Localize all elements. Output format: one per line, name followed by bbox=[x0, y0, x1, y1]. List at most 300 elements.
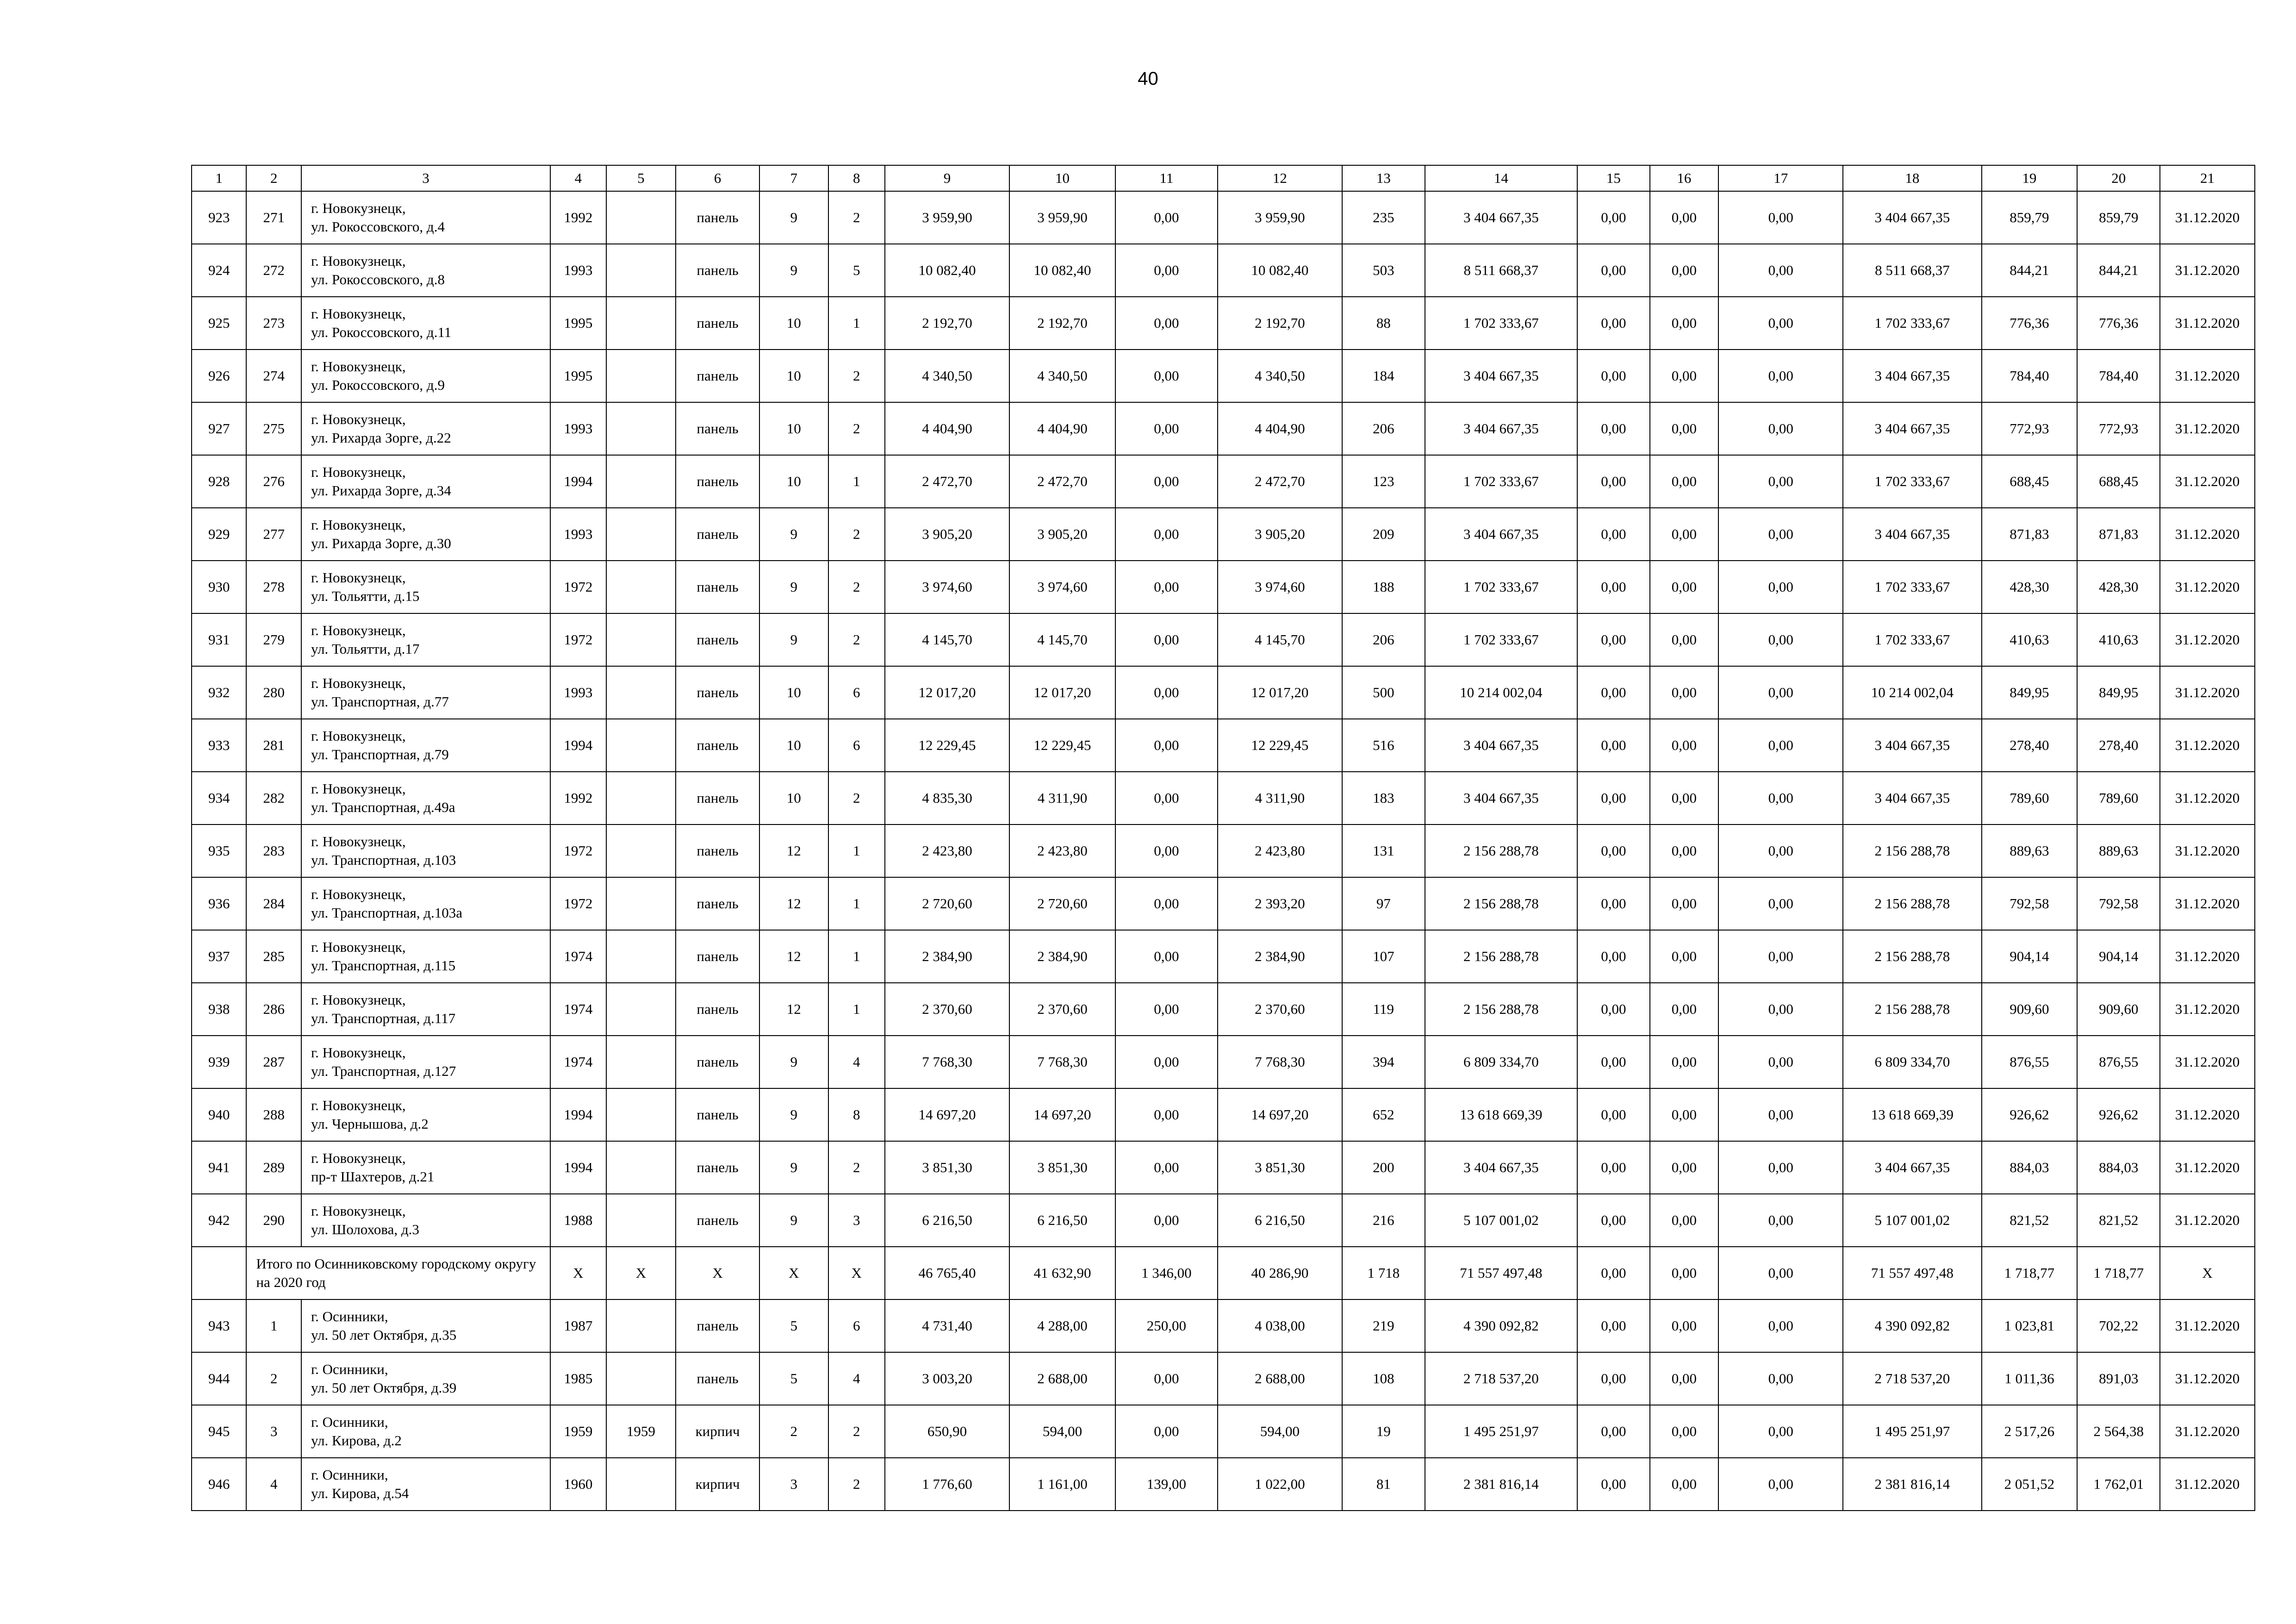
address-street: ул. Рокоссовского, д.4 bbox=[311, 219, 445, 235]
cell-c7: 12 bbox=[759, 930, 828, 983]
cell-c15: 0,00 bbox=[1577, 1036, 1650, 1088]
cell-c18: 2 156 288,78 bbox=[1843, 877, 1981, 930]
cell-c16: 0,00 bbox=[1650, 455, 1719, 508]
cell-c8: 1 bbox=[828, 877, 885, 930]
address-cell bbox=[301, 1299, 550, 1352]
cell-c9: 4 731,40 bbox=[885, 1299, 1009, 1352]
cell-c21: 31.12.2020 bbox=[2160, 666, 2255, 719]
address-cell bbox=[301, 930, 550, 983]
cell-c8: 1 bbox=[828, 930, 885, 983]
cell-c8: 1 bbox=[828, 824, 885, 877]
cell-c19: 410,63 bbox=[1982, 613, 2078, 666]
total-c19: 1 718,77 bbox=[1982, 1247, 2078, 1299]
cell-c16: 0,00 bbox=[1650, 350, 1719, 402]
cell-c9: 2 384,90 bbox=[885, 930, 1009, 983]
cell-c5 bbox=[606, 1458, 676, 1511]
cell-c19: 792,58 bbox=[1982, 877, 2078, 930]
cell-c15: 0,00 bbox=[1577, 1299, 1650, 1352]
address-street: ул. Транспортная, д.115 bbox=[311, 957, 456, 974]
cell-c7: 9 bbox=[759, 244, 828, 297]
cell-c18: 3 404 667,35 bbox=[1843, 719, 1981, 772]
cell-c13: 652 bbox=[1342, 1088, 1425, 1141]
cell-c6: панель bbox=[676, 983, 759, 1036]
cell-c9: 1 776,60 bbox=[885, 1458, 1009, 1511]
column-number-cell: 12 bbox=[1218, 165, 1342, 191]
cell-c17: 0,00 bbox=[1718, 719, 1843, 772]
column-number-cell: 2 bbox=[246, 165, 301, 191]
column-number-row bbox=[192, 165, 2255, 191]
address-city: г. Новокузнецк, bbox=[311, 622, 406, 638]
cell-c13: 97 bbox=[1342, 877, 1425, 930]
cell-c16: 0,00 bbox=[1650, 1194, 1719, 1247]
cell-c12: 2 384,90 bbox=[1218, 930, 1342, 983]
column-number-cell: 17 bbox=[1718, 165, 1843, 191]
cell-c21: 31.12.2020 bbox=[2160, 983, 2255, 1036]
address-street: ул. Транспортная, д.77 bbox=[311, 693, 449, 710]
registry-body bbox=[192, 165, 2255, 1511]
table-row bbox=[192, 455, 2255, 508]
cell-c9: 650,90 bbox=[885, 1405, 1009, 1458]
cell-c18: 3 404 667,35 bbox=[1843, 772, 1981, 824]
cell-c14: 2 156 288,78 bbox=[1425, 877, 1577, 930]
cell-c21: 31.12.2020 bbox=[2160, 455, 2255, 508]
cell-c21: 31.12.2020 bbox=[2160, 613, 2255, 666]
address-cell bbox=[301, 983, 550, 1036]
address-cell bbox=[301, 402, 550, 455]
cell-c21: 31.12.2020 bbox=[2160, 719, 2255, 772]
address-city: г. Новокузнецк, bbox=[311, 411, 406, 427]
cell-c21: 31.12.2020 bbox=[2160, 244, 2255, 297]
cell-c18: 3 404 667,35 bbox=[1843, 350, 1981, 402]
cell-c14: 1 702 333,67 bbox=[1425, 613, 1577, 666]
cell-c17: 0,00 bbox=[1718, 297, 1843, 350]
address-cell bbox=[301, 455, 550, 508]
cell-c15: 0,00 bbox=[1577, 1405, 1650, 1458]
cell-c4: 1993 bbox=[550, 666, 606, 719]
cell-c19: 1 023,81 bbox=[1982, 1299, 2078, 1352]
column-number-cell: 20 bbox=[2077, 165, 2160, 191]
cell-c16: 0,00 bbox=[1650, 666, 1719, 719]
cell-c2: 281 bbox=[246, 719, 301, 772]
cell-c10: 3 974,60 bbox=[1009, 561, 1115, 613]
cell-c13: 119 bbox=[1342, 983, 1425, 1036]
cell-c4: 1994 bbox=[550, 1088, 606, 1141]
cell-c9: 3 003,20 bbox=[885, 1352, 1009, 1405]
cell-c10: 2 423,80 bbox=[1009, 824, 1115, 877]
cell-c6: панель bbox=[676, 1194, 759, 1247]
cell-c6: панель bbox=[676, 719, 759, 772]
cell-c2: 282 bbox=[246, 772, 301, 824]
cell-c19: 926,62 bbox=[1982, 1088, 2078, 1141]
cell-c6: панель bbox=[676, 1088, 759, 1141]
cell-c21: 31.12.2020 bbox=[2160, 508, 2255, 561]
cell-c15: 0,00 bbox=[1577, 1088, 1650, 1141]
cell-c17: 0,00 bbox=[1718, 1194, 1843, 1247]
cell-c8: 2 bbox=[828, 772, 885, 824]
cell-c5 bbox=[606, 877, 676, 930]
cell-c18: 6 809 334,70 bbox=[1843, 1036, 1981, 1088]
column-number-cell: 5 bbox=[606, 165, 676, 191]
cell-c1: 940 bbox=[192, 1088, 246, 1141]
cell-c9: 7 768,30 bbox=[885, 1036, 1009, 1088]
cell-c16: 0,00 bbox=[1650, 1352, 1719, 1405]
cell-c2: 277 bbox=[246, 508, 301, 561]
table-row bbox=[192, 244, 2255, 297]
cell-c21: 31.12.2020 bbox=[2160, 1299, 2255, 1352]
cell-c21: 31.12.2020 bbox=[2160, 191, 2255, 244]
cell-c6: кирпич bbox=[676, 1458, 759, 1511]
cell-c5 bbox=[606, 772, 676, 824]
cell-c10: 3 851,30 bbox=[1009, 1141, 1115, 1194]
table-row bbox=[192, 1405, 2255, 1458]
cell-c10: 14 697,20 bbox=[1009, 1088, 1115, 1141]
cell-c12: 2 688,00 bbox=[1218, 1352, 1342, 1405]
cell-c16: 0,00 bbox=[1650, 1299, 1719, 1352]
cell-c16: 0,00 bbox=[1650, 824, 1719, 877]
cell-c11: 0,00 bbox=[1115, 561, 1218, 613]
address-cell bbox=[301, 1458, 550, 1511]
cell-c9: 2 192,70 bbox=[885, 297, 1009, 350]
cell-c10: 594,00 bbox=[1009, 1405, 1115, 1458]
address-cell bbox=[301, 191, 550, 244]
cell-c13: 206 bbox=[1342, 613, 1425, 666]
address-street: ул. 50 лет Октября, д.35 bbox=[311, 1327, 457, 1343]
cell-c4: 1974 bbox=[550, 1036, 606, 1088]
cell-c7: 9 bbox=[759, 508, 828, 561]
cell-c15: 0,00 bbox=[1577, 877, 1650, 930]
table-row bbox=[192, 824, 2255, 877]
cell-c14: 13 618 669,39 bbox=[1425, 1088, 1577, 1141]
cell-c18: 1 495 251,97 bbox=[1843, 1405, 1981, 1458]
cell-c19: 876,55 bbox=[1982, 1036, 2078, 1088]
address-street: ул. Тольятти, д.15 bbox=[311, 588, 420, 604]
cell-c15: 0,00 bbox=[1577, 402, 1650, 455]
cell-c6: панель bbox=[676, 191, 759, 244]
cell-c13: 131 bbox=[1342, 824, 1425, 877]
cell-c5 bbox=[606, 402, 676, 455]
cell-c12: 4 038,00 bbox=[1218, 1299, 1342, 1352]
cell-c1: 923 bbox=[192, 191, 246, 244]
cell-c4: 1994 bbox=[550, 1141, 606, 1194]
address-city: г. Новокузнецк, bbox=[311, 1149, 406, 1166]
cell-c1: 932 bbox=[192, 666, 246, 719]
cell-c10: 4 288,00 bbox=[1009, 1299, 1115, 1352]
cell-c18: 4 390 092,82 bbox=[1843, 1299, 1981, 1352]
column-number-cell: 15 bbox=[1577, 165, 1650, 191]
cell-c7: 9 bbox=[759, 613, 828, 666]
cell-c18: 2 718 537,20 bbox=[1843, 1352, 1981, 1405]
cell-c13: 200 bbox=[1342, 1141, 1425, 1194]
cell-c16: 0,00 bbox=[1650, 613, 1719, 666]
cell-c4: 1972 bbox=[550, 877, 606, 930]
address-cell bbox=[301, 613, 550, 666]
total-row bbox=[192, 1247, 2255, 1299]
cell-c8: 2 bbox=[828, 350, 885, 402]
cell-c7: 12 bbox=[759, 877, 828, 930]
cell-c15: 0,00 bbox=[1577, 244, 1650, 297]
cell-c2: 289 bbox=[246, 1141, 301, 1194]
cell-c12: 14 697,20 bbox=[1218, 1088, 1342, 1141]
cell-c10: 6 216,50 bbox=[1009, 1194, 1115, 1247]
total-c13: 1 718 bbox=[1342, 1247, 1425, 1299]
column-number-cell: 14 bbox=[1425, 165, 1577, 191]
address-street: ул. Рокоссовского, д.11 bbox=[311, 324, 452, 340]
cell-c12: 2 393,20 bbox=[1218, 877, 1342, 930]
cell-c21: 31.12.2020 bbox=[2160, 561, 2255, 613]
cell-c17: 0,00 bbox=[1718, 772, 1843, 824]
address-city: г. Осинники, bbox=[311, 1308, 388, 1324]
cell-c5 bbox=[606, 983, 676, 1036]
cell-c19: 789,60 bbox=[1982, 772, 2078, 824]
cell-c21: 31.12.2020 bbox=[2160, 1405, 2255, 1458]
total-c5: Х bbox=[606, 1247, 676, 1299]
cell-c8: 2 bbox=[828, 191, 885, 244]
cell-c19: 889,63 bbox=[1982, 824, 2078, 877]
cell-c16: 0,00 bbox=[1650, 877, 1719, 930]
cell-c18: 3 404 667,35 bbox=[1843, 402, 1981, 455]
cell-c17: 0,00 bbox=[1718, 824, 1843, 877]
address-cell bbox=[301, 877, 550, 930]
cell-c8: 1 bbox=[828, 983, 885, 1036]
cell-c11: 0,00 bbox=[1115, 1036, 1218, 1088]
address-street: ул. Кирова, д.54 bbox=[311, 1485, 409, 1501]
cell-c15: 0,00 bbox=[1577, 1194, 1650, 1247]
cell-c15: 0,00 bbox=[1577, 350, 1650, 402]
cell-c11: 0,00 bbox=[1115, 1352, 1218, 1405]
cell-c19: 776,36 bbox=[1982, 297, 2078, 350]
cell-c11: 0,00 bbox=[1115, 508, 1218, 561]
cell-c8: 4 bbox=[828, 1352, 885, 1405]
cell-c5 bbox=[606, 244, 676, 297]
cell-c8: 1 bbox=[828, 455, 885, 508]
cell-c17: 0,00 bbox=[1718, 613, 1843, 666]
address-city: г. Новокузнецк, bbox=[311, 727, 406, 744]
cell-c2: 4 bbox=[246, 1458, 301, 1511]
cell-c11: 0,00 bbox=[1115, 244, 1218, 297]
table-row bbox=[192, 402, 2255, 455]
cell-c20: 926,62 bbox=[2077, 1088, 2160, 1141]
cell-c4: 1995 bbox=[550, 297, 606, 350]
address-city: г. Новокузнецк, bbox=[311, 991, 406, 1008]
cell-c12: 2 192,70 bbox=[1218, 297, 1342, 350]
cell-c18: 3 404 667,35 bbox=[1843, 191, 1981, 244]
address-city: г. Новокузнецк, bbox=[311, 463, 406, 480]
cell-c9: 3 959,90 bbox=[885, 191, 1009, 244]
cell-c8: 3 bbox=[828, 1194, 885, 1247]
cell-c18: 1 702 333,67 bbox=[1843, 613, 1981, 666]
cell-c5 bbox=[606, 930, 676, 983]
cell-c10: 4 311,90 bbox=[1009, 772, 1115, 824]
cell-c20: 909,60 bbox=[2077, 983, 2160, 1036]
address-cell bbox=[301, 824, 550, 877]
cell-c7: 12 bbox=[759, 983, 828, 1036]
cell-c19: 904,14 bbox=[1982, 930, 2078, 983]
cell-c11: 0,00 bbox=[1115, 191, 1218, 244]
total-c15: 0,00 bbox=[1577, 1247, 1650, 1299]
cell-c2: 1 bbox=[246, 1299, 301, 1352]
cell-c10: 2 472,70 bbox=[1009, 455, 1115, 508]
cell-c10: 2 688,00 bbox=[1009, 1352, 1115, 1405]
cell-c17: 0,00 bbox=[1718, 561, 1843, 613]
cell-c17: 0,00 bbox=[1718, 666, 1843, 719]
cell-c5 bbox=[606, 191, 676, 244]
cell-c9: 12 017,20 bbox=[885, 666, 1009, 719]
cell-c13: 219 bbox=[1342, 1299, 1425, 1352]
cell-c18: 2 156 288,78 bbox=[1843, 824, 1981, 877]
cell-c12: 2 423,80 bbox=[1218, 824, 1342, 877]
cell-c4: 1993 bbox=[550, 402, 606, 455]
cell-c11: 0,00 bbox=[1115, 772, 1218, 824]
table-row bbox=[192, 877, 2255, 930]
cell-c20: 844,21 bbox=[2077, 244, 2160, 297]
cell-c15: 0,00 bbox=[1577, 824, 1650, 877]
cell-c10: 3 905,20 bbox=[1009, 508, 1115, 561]
cell-c5 bbox=[606, 719, 676, 772]
cell-c17: 0,00 bbox=[1718, 930, 1843, 983]
cell-c21: 31.12.2020 bbox=[2160, 1141, 2255, 1194]
table-row bbox=[192, 930, 2255, 983]
address-cell bbox=[301, 350, 550, 402]
cell-c10: 4 404,90 bbox=[1009, 402, 1115, 455]
cell-c13: 81 bbox=[1342, 1458, 1425, 1511]
address-city: г. Новокузнецк, bbox=[311, 833, 406, 849]
cell-c11: 0,00 bbox=[1115, 350, 1218, 402]
cell-c5 bbox=[606, 666, 676, 719]
cell-c12: 6 216,50 bbox=[1218, 1194, 1342, 1247]
cell-c6: панель bbox=[676, 666, 759, 719]
cell-c19: 871,83 bbox=[1982, 508, 2078, 561]
address-city: г. Новокузнецк, bbox=[311, 675, 406, 691]
total-c18: 71 557 497,48 bbox=[1843, 1247, 1981, 1299]
cell-c9: 4 835,30 bbox=[885, 772, 1009, 824]
address-cell bbox=[301, 508, 550, 561]
cell-c17: 0,00 bbox=[1718, 508, 1843, 561]
cell-c18: 8 511 668,37 bbox=[1843, 244, 1981, 297]
cell-c9: 2 472,70 bbox=[885, 455, 1009, 508]
cell-c2: 279 bbox=[246, 613, 301, 666]
cell-c18: 10 214 002,04 bbox=[1843, 666, 1981, 719]
cell-c5 bbox=[606, 613, 676, 666]
cell-c14: 2 156 288,78 bbox=[1425, 930, 1577, 983]
cell-c1: 925 bbox=[192, 297, 246, 350]
cell-c14: 1 495 251,97 bbox=[1425, 1405, 1577, 1458]
cell-c4: 1994 bbox=[550, 455, 606, 508]
cell-c21: 31.12.2020 bbox=[2160, 1458, 2255, 1511]
cell-c14: 1 702 333,67 bbox=[1425, 297, 1577, 350]
cell-c11: 0,00 bbox=[1115, 297, 1218, 350]
cell-c18: 2 381 816,14 bbox=[1843, 1458, 1981, 1511]
cell-c11: 0,00 bbox=[1115, 1141, 1218, 1194]
cell-c1: 946 bbox=[192, 1458, 246, 1511]
cell-c11: 0,00 bbox=[1115, 824, 1218, 877]
cell-c21: 31.12.2020 bbox=[2160, 402, 2255, 455]
cell-c13: 235 bbox=[1342, 191, 1425, 244]
cell-c20: 792,58 bbox=[2077, 877, 2160, 930]
cell-c20: 821,52 bbox=[2077, 1194, 2160, 1247]
total-empty-cell bbox=[192, 1247, 246, 1299]
cell-c8: 2 bbox=[828, 402, 885, 455]
cell-c5 bbox=[606, 1299, 676, 1352]
cell-c18: 5 107 001,02 bbox=[1843, 1194, 1981, 1247]
cell-c14: 3 404 667,35 bbox=[1425, 402, 1577, 455]
cell-c14: 3 404 667,35 bbox=[1425, 1141, 1577, 1194]
cell-c1: 942 bbox=[192, 1194, 246, 1247]
cell-c17: 0,00 bbox=[1718, 350, 1843, 402]
cell-c16: 0,00 bbox=[1650, 1088, 1719, 1141]
address-city: г. Новокузнецк, bbox=[311, 569, 406, 586]
cell-c14: 3 404 667,35 bbox=[1425, 508, 1577, 561]
total-c10: 41 632,90 bbox=[1009, 1247, 1115, 1299]
cell-c19: 849,95 bbox=[1982, 666, 2078, 719]
address-city: г. Новокузнецк, bbox=[311, 516, 406, 533]
cell-c20: 789,60 bbox=[2077, 772, 2160, 824]
cell-c15: 0,00 bbox=[1577, 1458, 1650, 1511]
cell-c13: 107 bbox=[1342, 930, 1425, 983]
cell-c14: 2 156 288,78 bbox=[1425, 824, 1577, 877]
cell-c15: 0,00 bbox=[1577, 719, 1650, 772]
cell-c9: 2 370,60 bbox=[885, 983, 1009, 1036]
cell-c2: 290 bbox=[246, 1194, 301, 1247]
cell-c21: 31.12.2020 bbox=[2160, 350, 2255, 402]
cell-c18: 2 156 288,78 bbox=[1843, 983, 1981, 1036]
cell-c8: 2 bbox=[828, 1141, 885, 1194]
cell-c20: 884,03 bbox=[2077, 1141, 2160, 1194]
address-city: г. Осинники, bbox=[311, 1466, 388, 1483]
cell-c10: 3 959,90 bbox=[1009, 191, 1115, 244]
cell-c20: 410,63 bbox=[2077, 613, 2160, 666]
cell-c10: 12 229,45 bbox=[1009, 719, 1115, 772]
address-street: ул. 50 лет Октября, д.39 bbox=[311, 1380, 457, 1396]
cell-c19: 2 051,52 bbox=[1982, 1458, 2078, 1511]
cell-c6: панель bbox=[676, 1299, 759, 1352]
cell-c10: 4 145,70 bbox=[1009, 613, 1115, 666]
table-row bbox=[192, 1352, 2255, 1405]
cell-c14: 3 404 667,35 bbox=[1425, 772, 1577, 824]
cell-c5 bbox=[606, 561, 676, 613]
column-number-cell: 3 bbox=[301, 165, 550, 191]
cell-c7: 10 bbox=[759, 719, 828, 772]
cell-c2: 276 bbox=[246, 455, 301, 508]
cell-c21: 31.12.2020 bbox=[2160, 1036, 2255, 1088]
cell-c6: панель bbox=[676, 297, 759, 350]
cell-c12: 3 959,90 bbox=[1218, 191, 1342, 244]
address-cell bbox=[301, 719, 550, 772]
table-row bbox=[192, 1458, 2255, 1511]
cell-c12: 4 145,70 bbox=[1218, 613, 1342, 666]
cell-c20: 1 762,01 bbox=[2077, 1458, 2160, 1511]
cell-c14: 4 390 092,82 bbox=[1425, 1299, 1577, 1352]
cell-c20: 849,95 bbox=[2077, 666, 2160, 719]
cell-c19: 688,45 bbox=[1982, 455, 2078, 508]
cell-c15: 0,00 bbox=[1577, 1352, 1650, 1405]
cell-c9: 4 145,70 bbox=[885, 613, 1009, 666]
cell-c20: 776,36 bbox=[2077, 297, 2160, 350]
cell-c7: 10 bbox=[759, 455, 828, 508]
cell-c13: 123 bbox=[1342, 455, 1425, 508]
cell-c12: 4 311,90 bbox=[1218, 772, 1342, 824]
cell-c19: 844,21 bbox=[1982, 244, 2078, 297]
cell-c18: 2 156 288,78 bbox=[1843, 930, 1981, 983]
table-row bbox=[192, 1194, 2255, 1247]
cell-c7: 10 bbox=[759, 350, 828, 402]
cell-c4: 1992 bbox=[550, 772, 606, 824]
cell-c2: 284 bbox=[246, 877, 301, 930]
cell-c17: 0,00 bbox=[1718, 191, 1843, 244]
cell-c15: 0,00 bbox=[1577, 191, 1650, 244]
cell-c1: 938 bbox=[192, 983, 246, 1036]
cell-c6: панель bbox=[676, 561, 759, 613]
address-street: ул. Рихарда Зорге, д.22 bbox=[311, 430, 451, 446]
